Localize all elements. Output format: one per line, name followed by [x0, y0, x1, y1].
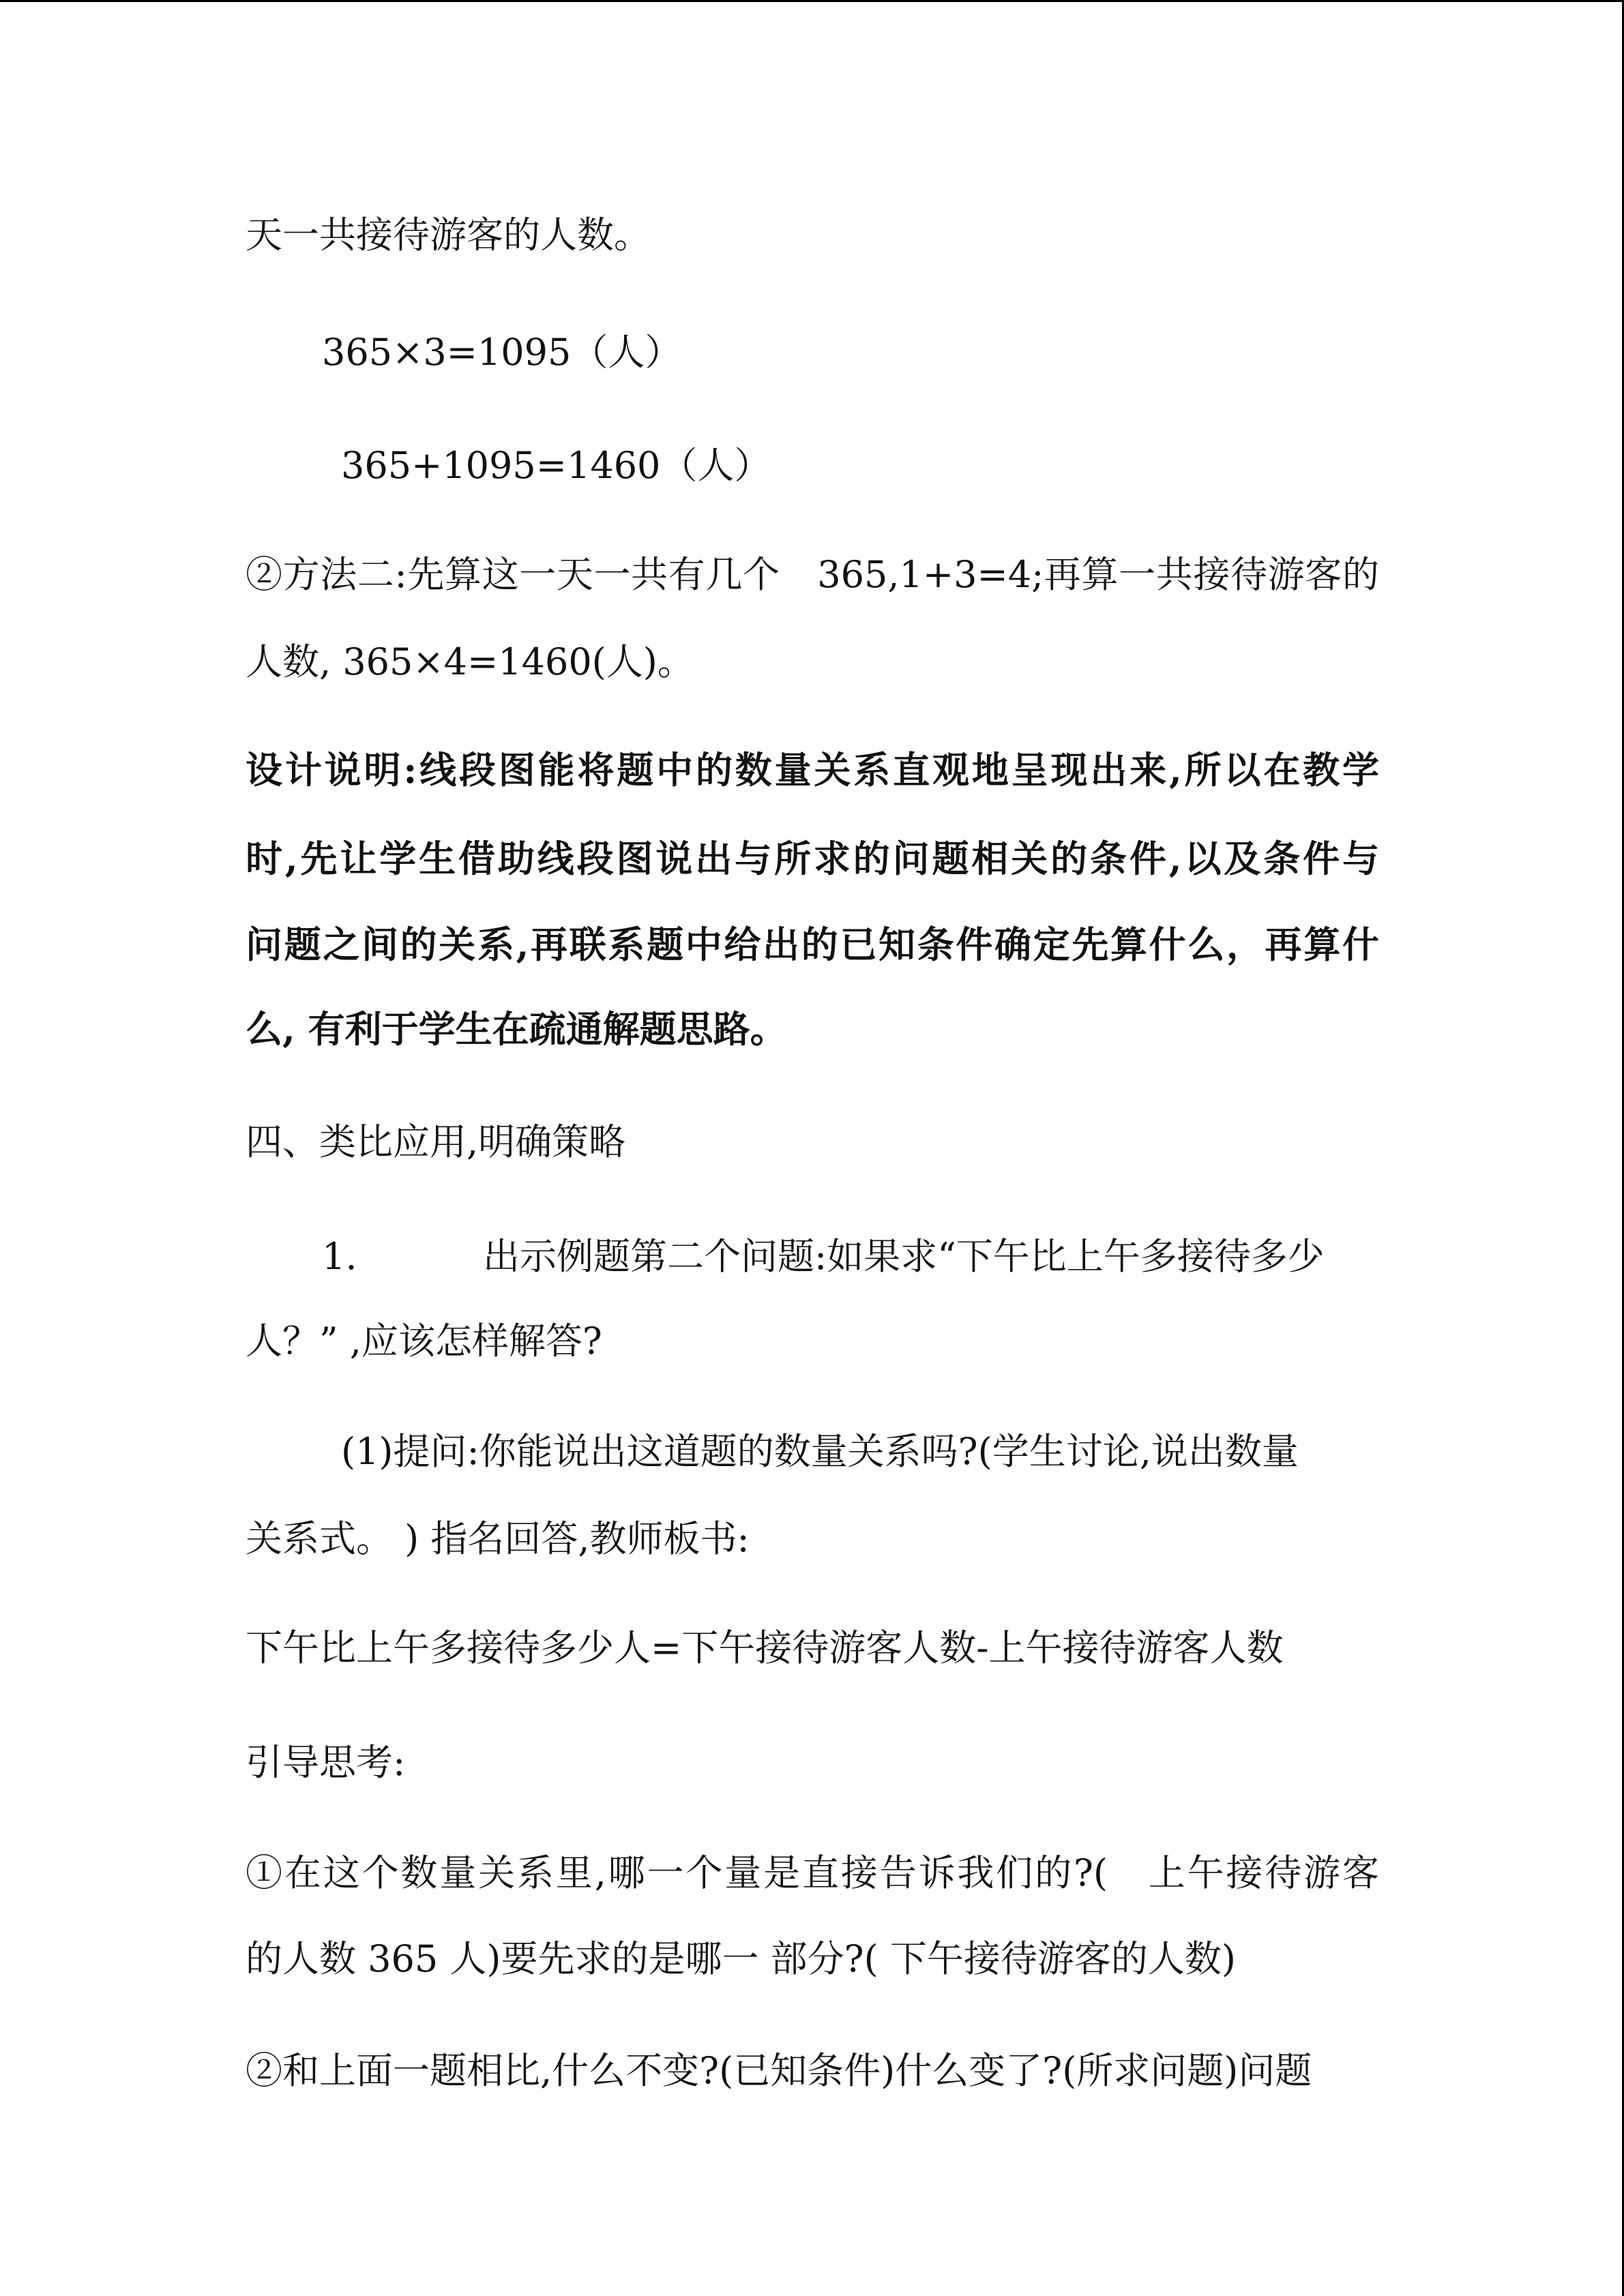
- equation-line-2: 365+1095=1460（人）: [341, 444, 771, 487]
- question-prompt-line-1: (1)提问:你能说出这道题的数量关系吗?(学生讨论,说出数量: [341, 1430, 1299, 1473]
- text-line-1: 天一共接待游客的人数。: [246, 213, 651, 256]
- example-question-line-1: 出示例题第二个问题:如果求“下午比上午多接待多少: [483, 1235, 1325, 1278]
- design-note-line-1: 设计说明:线段图能将题中的数量关系直观地呈现出来,所以在教学: [246, 748, 1379, 792]
- method-two-continued: 人数, 365×4=1460(人)。: [246, 640, 694, 683]
- method-two-line: ②方法二:先算这一天一共有几个 365,1+3=4;再算一共接待游客的: [246, 553, 1379, 596]
- section-heading: 四、类比应用,明确策略: [246, 1120, 626, 1163]
- design-note-line-4: 么, 有利于学生在疏通解题思路。: [246, 1007, 787, 1051]
- design-note-line-2: 时,先让学生借助线段图说出与所求的问题相关的条件,以及条件与: [246, 837, 1379, 880]
- guidance-point-1-line-2: 的人数 365 人)要先求的是哪一 部分?( 下午接待游客的人数): [246, 1937, 1236, 1980]
- guidance-point-1-line-1: ①在这个数量关系里,哪一个量是直接告诉我们的?( 上午接待游客: [246, 1851, 1379, 1894]
- list-number-1: 1.: [322, 1235, 357, 1278]
- example-question-line-2: 人？” ,应该怎样解答?: [246, 1320, 602, 1362]
- question-prompt-line-2: 关系式。 ) 指名回答,教师板书:: [246, 1517, 750, 1560]
- design-note-line-3: 问题之间的关系,再联系题中给出的已知条件确定先算什么，再算什: [246, 923, 1379, 966]
- guidance-point-2: ②和上面一题相比,什么不变?(已知条件)什么变了?(所求问题)问题: [246, 2049, 1312, 2092]
- equation-line-1: 365×3=1095（人）: [322, 331, 682, 374]
- guidance-heading: 引导思考:: [246, 1741, 406, 1784]
- relation-formula: 下午比上午多接待多少人=下午接待游客人数-上午接待游客人数: [246, 1626, 1284, 1669]
- top-border: [0, 0, 1624, 2]
